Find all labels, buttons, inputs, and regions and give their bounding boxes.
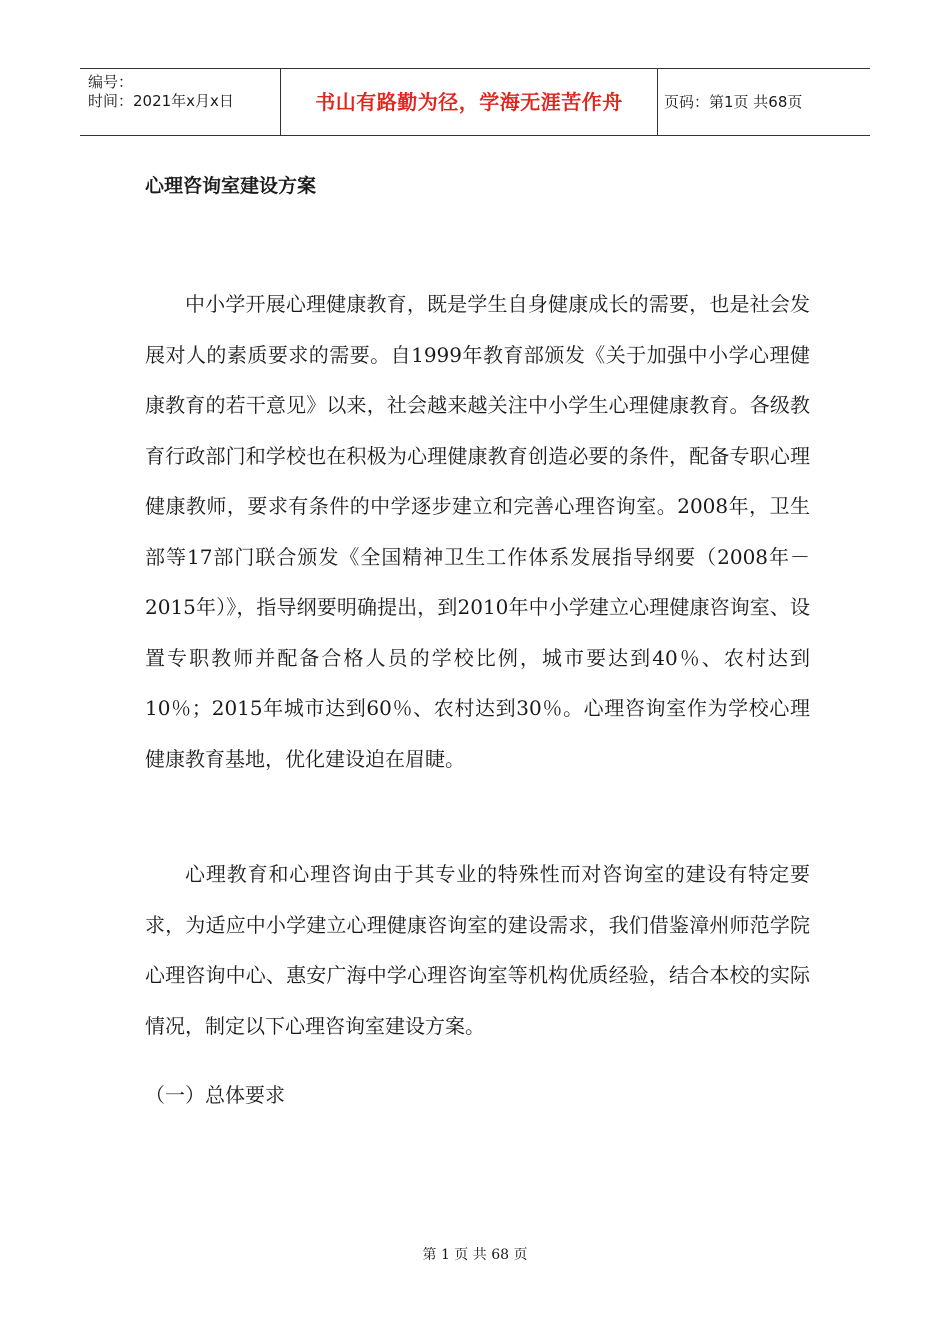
document-date-label: 时间：2021年x月x日 (88, 92, 234, 110)
document-number-label: 编号： (88, 73, 134, 91)
document-title: 心理咨询室建设方案 (145, 175, 317, 197)
header-page-info: 页码：第1页 共68页 (664, 93, 803, 111)
section-heading: （一）总体要求 (145, 1083, 285, 1107)
body-paragraph-2: 心理教育和心理咨询由于其专业的特殊性而对咨询室的建设有特定要求，为适应中小学建立心理健康咨询室的建设需求，我们借鉴漳州师范学院心理咨询中心、惠安广海中学心理咨询室等机构优质经验，结合本校的实际情况，制定以下心理咨询室建设方案。 (145, 862, 810, 1038)
header-divider (657, 69, 658, 135)
header-meta (88, 69, 280, 135)
page-footer: 第 1 页 共 68 页 (422, 1247, 528, 1263)
page-header (80, 68, 870, 136)
header-motto: 书山有路勤为径，学海无涯苦作舟 (315, 90, 623, 114)
body-paragraph-1: 中小学开展心理健康教育，既是学生自身健康成长的需要，也是社会发展对人的素质要求的需要。自1999年教育部颁发《关于加强中小学心理健康教育的若干意见》以来，社会越来越关注中小学生心理健康教育。各级教育行政部门和学校也在积极为心理健康教育创造必要的条件，配备专职心理健康教师，要求有条件的中学逐步建立和完善心理咨询室。2008年，卫生部等17部门联合颁发《全国精神卫生工作体系发展指导纲要（2008年－2015年）》，指导纲要明确提出，到2010年中小学建立心理健康咨询室、设置专职教师并配备合格人员的学校比例，城市要达到40％、农村达到10％；2015年城市达到60％、农村达到30％。心理咨询室作为学校心理健康教育基地，优化建设迫在眉睫。 (145, 292, 810, 771)
